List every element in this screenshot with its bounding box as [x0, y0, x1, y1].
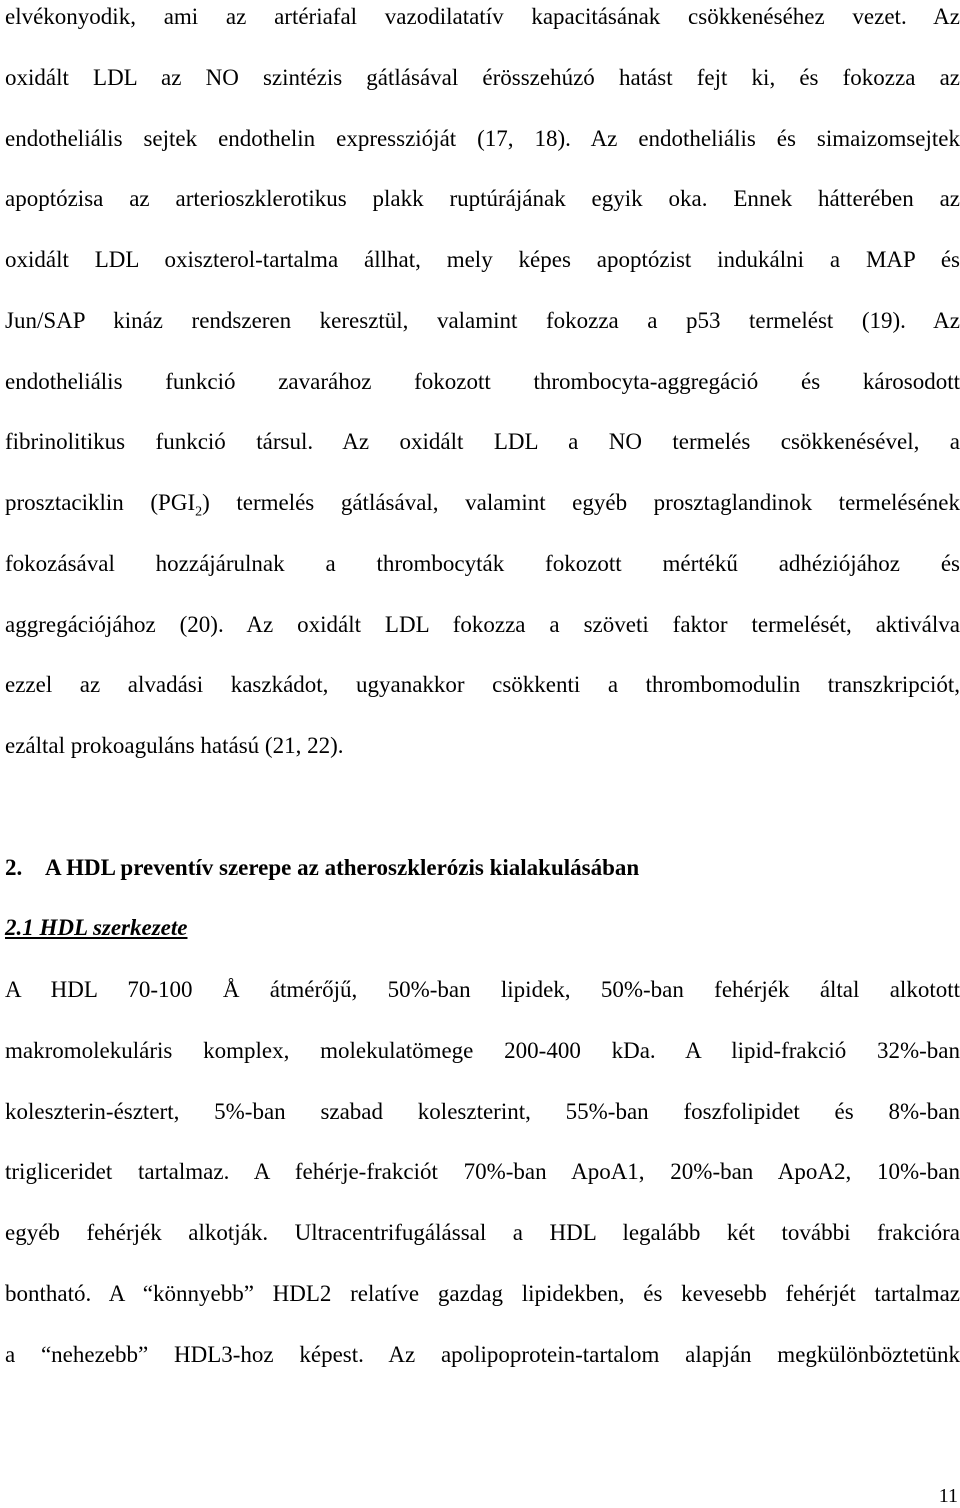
- paragraph-line: oxidált LDL oxiszterol-tartalma állhat, mely képes apoptózist indukálni a MAP és: [5, 247, 960, 272]
- paragraph-line: fibrinolitikus funkció társul. Az oxidált LDL a NO termelés csökkenésével, a: [5, 429, 960, 454]
- paragraph-line: makromolekuláris komplex, molekulatömege 200-400 kDa. A lipid-frakció 32%-ban: [5, 1038, 960, 1063]
- paragraph-line: Jun/SAP kináz rendszeren keresztül, valamint fokozza a p53 termelést (19). Az: [5, 308, 960, 333]
- line-text-after-subscript: ) termelés gátlásával, valamint egyéb prosztaglandinok termelésének: [202, 490, 960, 515]
- paragraph-line: ezzel az alvadási kaszkádot, ugyanakkor csökkenti a thrombomodulin transzkripciót,: [5, 672, 960, 697]
- paragraph-line: ezáltal prokoaguláns hatású (21, 22).: [5, 733, 344, 758]
- section-heading: [5, 853, 639, 883]
- paragraph-line-with-subscript: [5, 488, 960, 518]
- paragraph-line: egyéb fehérjék alkotják. Ultracentrifugálással a HDL legalább két további frakcióra: [5, 1220, 960, 1245]
- subscript: 2: [195, 504, 203, 520]
- paragraph-line: a “nehezebb” HDL3-hoz képest. Az apolipoprotein-tartalom alapján megkülönböztetünk: [5, 1342, 960, 1367]
- paragraph-line: aggregációjához (20). Az oxidált LDL fokozza a szöveti faktor termelését, aktiválva: [5, 612, 960, 637]
- paragraph-line: oxidált LDL az NO szintézis gátlásával érösszehúzó hatást fejt ki, és fokozza az: [5, 65, 960, 90]
- paragraph-line: apoptózisa az arterioszklerotikus plakk ruptúrájának egyik oka. Ennek hátterében az: [5, 186, 960, 211]
- paragraph-line: endotheliális funkció zavarához fokozott thrombocyta-aggregáció és károsodott: [5, 369, 960, 394]
- paragraph-line: endotheliális sejtek endothelin expresszióját (17, 18). Az endotheliális és simaizomsejtek: [5, 126, 960, 151]
- paragraph-line: elvékonyodik, ami az artériafal vazodilatatív kapacitásának csökkenéséhez vezet. Az: [5, 4, 960, 29]
- subsection-heading: 2.1 HDL szerkezete: [5, 915, 188, 940]
- paragraph-line: fokozásával hozzájárulnak a thrombocyták fokozott mértékű adhéziójához és: [5, 551, 960, 576]
- paragraph-line: A HDL 70-100 Å átmérőjű, 50%-ban lipidek, 50%-ban fehérjék által alkotott: [5, 977, 960, 1002]
- paragraph-line: trigliceridet tartalmaz. A fehérje-frakciót 70%-ban ApoA1, 20%-ban ApoA2, 10%-ban: [5, 1159, 960, 1184]
- paragraph-line: koleszterin-észtert, 5%-ban szabad koleszterint, 55%-ban foszfolipidet és 8%-ban: [5, 1099, 960, 1124]
- section-number: 2.: [5, 855, 23, 880]
- paragraph-line: bontható. A “könnyebb” HDL2 relatíve gazdag lipidekben, és kevesebb fehérjét tartalmaz: [5, 1281, 960, 1306]
- section-title: A HDL preventív szerepe az atheroszklerózis kialakulásában: [45, 855, 640, 880]
- line-text-before-subscript: prosztaciklin (PGI: [5, 490, 196, 515]
- page-number: 11: [938, 1485, 958, 1507]
